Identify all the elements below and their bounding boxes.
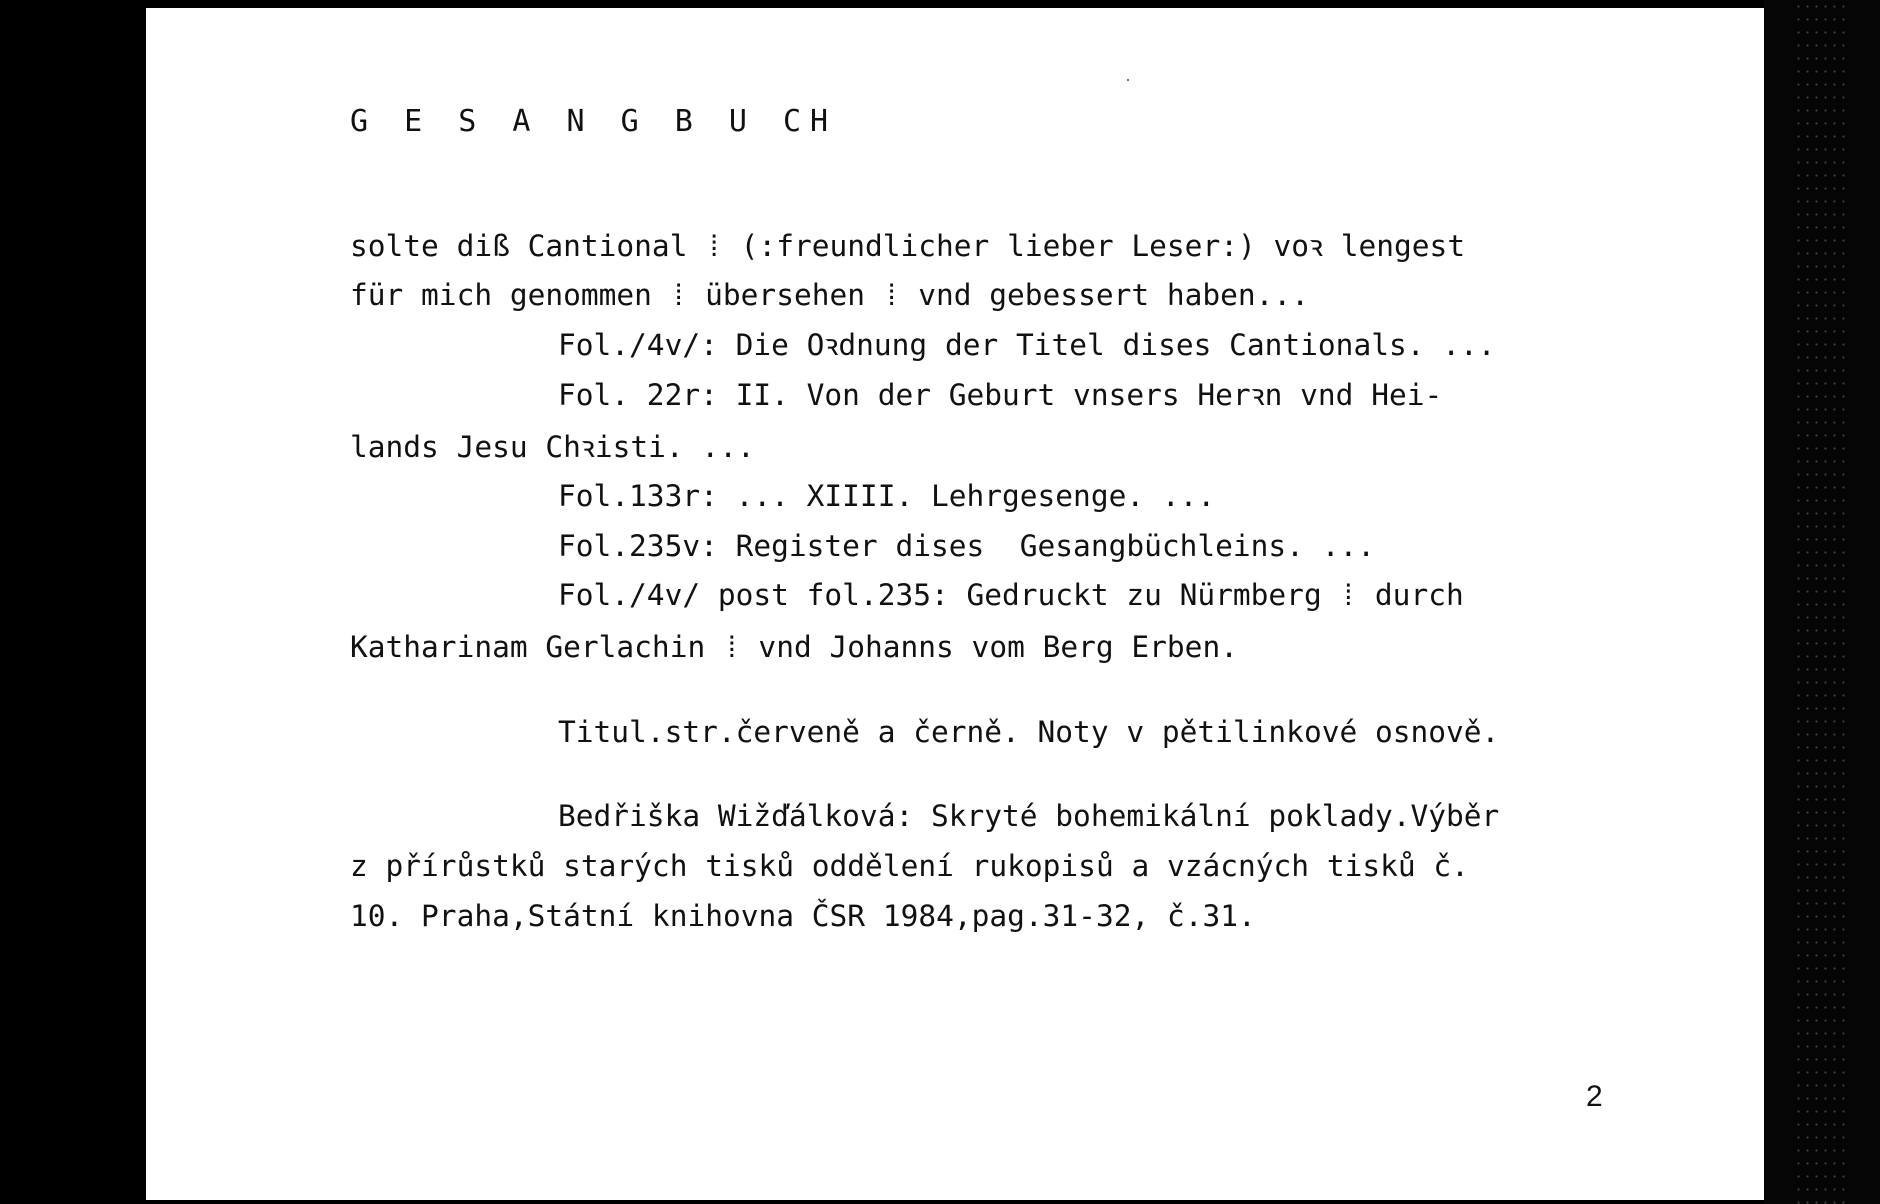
page-number: 2 (1586, 1080, 1603, 1113)
text-line: Katharinam Gerlachin ⁞ vnd Johanns vom Berg Erben. (350, 630, 1238, 664)
text-line: Titul.str.červeně a černě. Noty v pětilinkové osnově. (558, 715, 1500, 749)
text-line: Bedřiška Wižďálková: Skryté bohemikální poklady.Výběr (558, 799, 1500, 833)
text-line: Fol.235v: Register dises Gesangbüchleins. ... (558, 529, 1375, 563)
text-line: solte diß Cantional ⁞ (:freundlicher lieber Leser:) voꝛ lengest (350, 229, 1466, 263)
text-line: Fol.133r: ... XIIII. Lehrgesenge. ... (558, 479, 1216, 513)
text-line: Fol./4v/: Die Oꝛdnung der Titel dises Cantionals. ... (558, 328, 1496, 362)
scan-border (1764, 0, 1880, 1204)
text-line: 10. Praha,Státní knihovna ČSR 1984,pag.31-32, č.31. (350, 899, 1256, 933)
text-line: z přírůstků starých tisků oddělení rukopisů a vzácných tisků č. (350, 849, 1469, 883)
text-line: Fol./4v/ post fol.235: Gedruckt zu Nürmberg ⁞ durch (558, 578, 1464, 612)
text-line: lands Jesu Chꝛisti. ... (350, 430, 755, 464)
text-line: für mich genommen ⁞ übersehen ⁞ vnd gebessert haben... (350, 278, 1309, 312)
text-line: Fol. 22r: II. Von der Geburt vnsers Herꝛn vnd Hei- (558, 378, 1443, 412)
card-heading: G E S A N G B U CH (350, 104, 838, 139)
scan-speck (1127, 79, 1129, 81)
